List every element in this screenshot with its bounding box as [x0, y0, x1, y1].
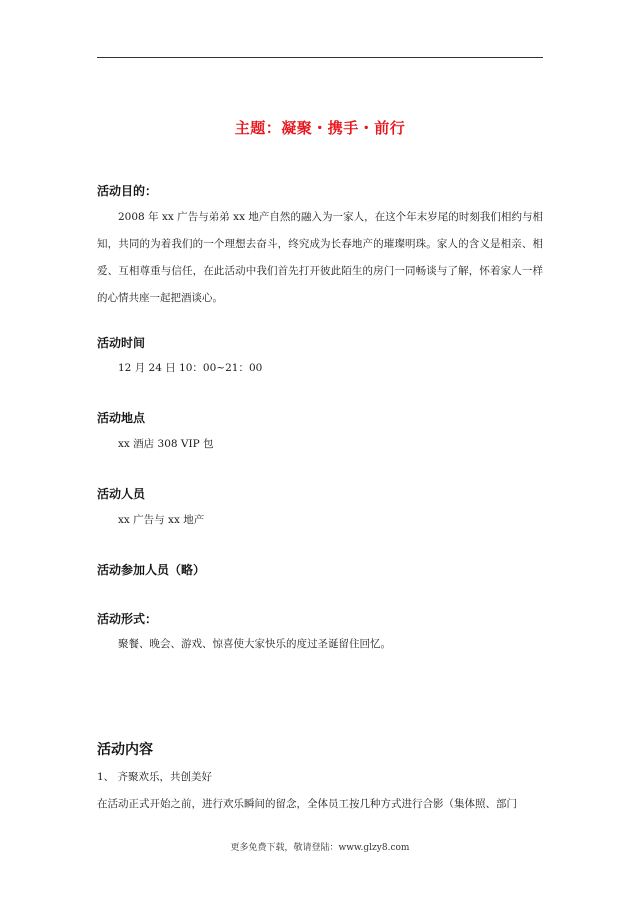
content-item-1: 1、 齐聚欢乐，共创美好 — [97, 771, 213, 783]
format-value: 聚餐、晚会、游戏、惊喜使大家快乐的度过圣诞留住回忆。 — [118, 638, 391, 650]
participants-heading: 活动参加人员（略） — [97, 563, 206, 577]
format-heading: 活动形式： — [97, 612, 158, 626]
time-value: 12 月 24 日 10：00~21：00 — [118, 362, 263, 374]
staff-value: xx 广告与 xx 地产 — [118, 514, 205, 526]
purpose-paragraph: 2008 年 xx 广告与弟弟 xx 地产自然的融入为一家人，在这个年末岁尾的时刻我们相约与相知，共同的为着我们的一个理想去奋斗，终究成为长春地产的璀璨明珠。家人的含义是相亲、相爱、互相尊重与信任，在此活动中我们首先打开彼此陌生的房门一同畅谈与了解，怀着家人一样的心情共座一起把酒谈心。 — [97, 211, 543, 304]
purpose-heading: 活动目的： — [97, 184, 158, 198]
place-value: xx 酒店 308 VIP 包 — [118, 438, 214, 450]
staff-heading: 活动人员 — [97, 487, 146, 501]
document-title: 主题：凝聚・携手・前行 — [234, 119, 406, 137]
content-heading: 活动内容 — [97, 742, 153, 758]
header-rule — [97, 57, 543, 58]
footer-download-note: 更多免费下载，敬请登陆：www.glzy8.com — [230, 843, 410, 853]
content-item-1-body: 在活动正式开始之前，进行欢乐瞬间的留念，全体员工按几种方式进行合影（集体照、部门 — [97, 798, 517, 810]
place-heading: 活动地点 — [97, 411, 146, 425]
time-heading: 活动时间 — [97, 336, 146, 350]
